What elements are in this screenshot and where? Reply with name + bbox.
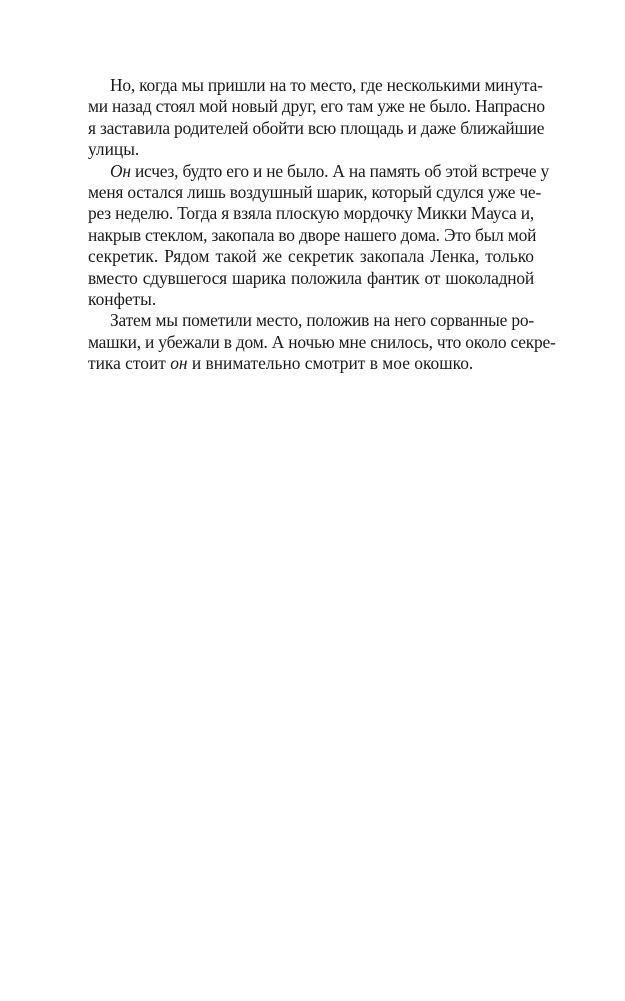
body-text xyxy=(88,75,556,375)
paragraph xyxy=(88,160,549,311)
text-line: секретик. Рядом такой же секретик закопала Ленка, только xyxy=(88,246,534,267)
text-line: тика стоит он и внимательно смотрит в мое окошко. xyxy=(88,353,474,374)
text-line: машки, и убежали в дом. А ночью мне снилось, что около секре- xyxy=(88,331,556,352)
text-line: вместо сдувшегося шарика положила фантик от шоколадной xyxy=(88,267,534,288)
paragraph xyxy=(88,310,556,374)
text-line: ми назад стоял мой новый друг, его там уже не было. Напрасно xyxy=(88,96,545,117)
text-line: конфеты. xyxy=(88,289,157,310)
text-line: я заставила родителей обойти всю площадь и даже ближайшие xyxy=(88,117,545,138)
text-line: меня остался лишь воздушный шарик, который сдулся уже че- xyxy=(88,182,542,203)
text-line: улицы. xyxy=(88,139,140,160)
text-line: накрыв стеклом, закопала во дворе нашего дома. Это был мой xyxy=(88,224,537,245)
paragraph xyxy=(88,75,545,161)
text-line: Затем мы пометили место, положив на него сорванные ро- xyxy=(110,310,534,331)
text-line: Он исчез, будто его и не было. А на память об этой встрече у xyxy=(110,160,549,181)
text-line: рез неделю. Тогда я взяла плоскую мордочку Микки Мауса и, xyxy=(88,203,534,224)
text-line: Но, когда мы пришли на то место, где несколькими минута- xyxy=(110,75,543,95)
